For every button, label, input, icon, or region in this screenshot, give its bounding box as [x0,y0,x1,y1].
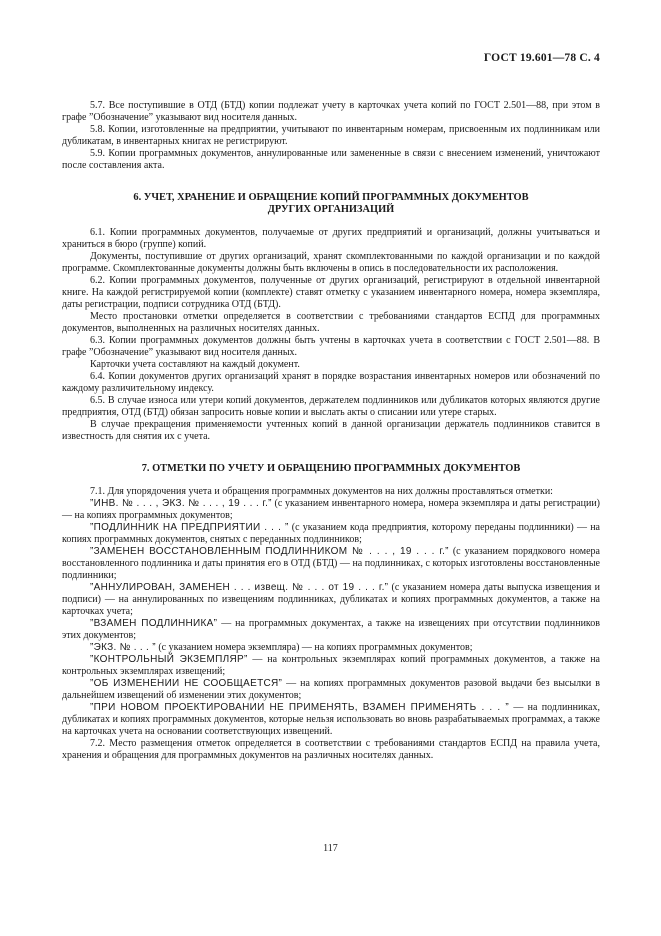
mark-description: (с указанием порядкового номера восстановленного подлинника и даты принятия его в ОТД (БТД) — на подлинниках, с которых изготовлены восстановленные подлинники; [62,546,600,581]
mark-item-3 [62,546,600,582]
mark-description: (с указанием номера даты выпуска извещения и подписи) — на аннулированных по извещениям подлинниках, дубликатах и копиях программных документов, а также на карточках учета; [62,582,600,617]
section-6-heading-line1: 6. УЧЕТ, ХРАНЕНИЕ И ОБРАЩЕНИЕ КОПИЙ ПРОГРАММНЫХ ДОКУМЕНТОВ [133,192,529,203]
paragraph-6-2: 6.2. Копии программных документов, полученные от других организаций, регистрируют в отдельной инвентарной книге. На каждой регистрируемой копии (комплекте) ставят отметку с указанием инвентарного номера, номера экземпляра, даты регистрации, подписи сотрудника ОТД (БТД). [62,275,600,310]
mark-item-6 [62,642,600,654]
document-page [62,52,600,762]
mark-item-1 [62,498,600,522]
paragraph-6-2-b: Место простановки отметки определяется в соответствии с требованиями стандартов ЕСПД для программных документов, выполненных на различных носителях данных. [62,311,600,334]
section-6-heading-line2: ДРУГИХ ОРГАНИЗАЦИЙ [267,204,395,215]
mark-item-7 [62,654,600,678]
mark-description: — на копиях программных документов разовой выдачи без высылки в дальнейшем извещений об изменении этих документов; [62,678,600,701]
paragraph-6-3: 6.3. Копии программных документов должны быть учтены в карточках учета в соответствии с ГОСТ 2.501—88. В графе ”Обозначение” указывают вид носителя данных. [62,335,600,358]
paragraph-7-1: 7.1. Для упорядочения учета и обращения программных документов на них должны проставляться отметки: [90,486,553,497]
mark-label: ”КОНТРОЛЬНЫЙ ЭКЗЕМПЛЯР” [90,654,248,665]
mark-description: — на программных документах, а также на извещениях при отсутствии подлинников этих документов; [62,618,600,641]
paragraph-6-3-b: Карточки учета составляют на каждый документ. [90,359,300,370]
paragraph-6-5-b: В случае прекращения применяемости учтенных копий в данной организации держатель подлинников ставится в известность для снятия их с учета. [62,419,600,442]
mark-label: ”АННУЛИРОВАН, ЗАМЕНЕН . . . извещ. № . . . от 19 . . . г.” [90,582,389,593]
mark-item-8 [62,678,600,702]
mark-label: ”ПРИ НОВОМ ПРОЕКТИРОВАНИИ НЕ ПРИМЕНЯТЬ, ВЗАМЕН ПРИМЕНЯТЬ . . . ” [90,702,510,713]
section-7-heading [62,463,600,475]
paragraph-6-5: 6.5. В случае износа или утери копий документов, держателем подлинников или дубликатов которых являются другие предприятия, ОТД (БТД) обязан запросить новые копии и выслать акты о списании или утере старых. [62,395,600,418]
mark-label: ”ПОДЛИННИК НА ПРЕДПРИЯТИИ . . . ” [90,522,289,533]
mark-description: (с указанием номера экземпляра) — на копиях программных документов; [155,642,473,653]
page-number: 117 [323,843,338,854]
mark-label: ”ЭКЗ. № . . . ” [90,642,156,653]
mark-item-9 [62,702,600,738]
page-header-standard-code: ГОСТ 19.601—78 С. 4 [483,52,600,64]
paragraph-6-4: 6.4. Копии документов других организаций хранят в порядке возрастания инвентарных номеров или обозначений по каждому различительному индексу. [62,371,600,394]
paragraph-7-2: 7.2. Место размещения отметок определяется в соответствии с требованиями стандартов ЕСПД на правила учета, хранения и обращения для программных документов на различных носителях данных. [62,738,600,761]
mark-description: — на подлинниках, дубликатах и копиях программных документов, которые нельзя использовать во вновь разрабатываемых программах, а также на карточках учета на основании соответствующих извещений. [62,702,600,737]
mark-label: ”ВЗАМЕН ПОДЛИННИКА” [90,618,218,629]
mark-description: (с указанием инвентарного номера, номера экземпляра и даты регистрации) — на копиях программных документов; [62,498,601,521]
mark-label: ”ИНВ. № . . . , ЭКЗ. № . . . , 19 . . . г.” [90,498,272,509]
mark-item-5 [62,618,600,642]
mark-label: ”ОБ ИЗМЕНЕНИИ НЕ СООБЩАЕТСЯ” [90,678,283,689]
section-6-heading [62,192,600,216]
mark-item-4 [62,582,600,618]
mark-item-2 [62,522,600,546]
mark-description: — на контрольных экземплярах копий программных документов, а также на контрольных экземплярах извещений; [62,654,600,677]
paragraph-6-1-b: Документы, поступившие от других организаций, хранят скомплектованными по каждой организации и по каждой программе. Скомплектованные документы должны быть включены в опись в последовательности их расположения. [62,251,600,274]
section-7-heading-line1: 7. ОТМЕТКИ ПО УЧЕТУ И ОБРАЩЕНИЮ ПРОГРАММНЫХ ДОКУМЕНТОВ [141,463,521,474]
paragraph-6-1: 6.1. Копии программных документов, получаемые от других предприятий и организаций, должны учитываться и храниться в бюро (группе) копий. [62,227,600,250]
paragraph-5-8: 5.8. Копии, изготовленные на предприятии, учитывают по инвентарным номерам, присвоенным их подлинникам или дубликатам, в инвентарных книгах не регистрируют. [62,124,600,147]
paragraph-5-7: 5.7. Все поступившие в ОТД (БТД) копии подлежат учету в карточках учета копий по ГОСТ 2.501—88, при этом в графе ”Обозначение” указывают вид носителя данных. [62,100,600,123]
mark-description: (с указанием кода предприятия, которому переданы подлинники) — на копиях программных документов, снятых с переданных подлинников; [62,522,600,545]
paragraph-5-9: 5.9. Копии программных документов, аннулированные или замененные в связи с внесением изменений, уничтожают после составления акта. [62,148,600,171]
mark-label: ”ЗАМЕНЕН ВОССТАНОВЛЕННЫМ ПОДЛИННИКОМ № . . . , 19 . . . г.” [90,546,449,557]
